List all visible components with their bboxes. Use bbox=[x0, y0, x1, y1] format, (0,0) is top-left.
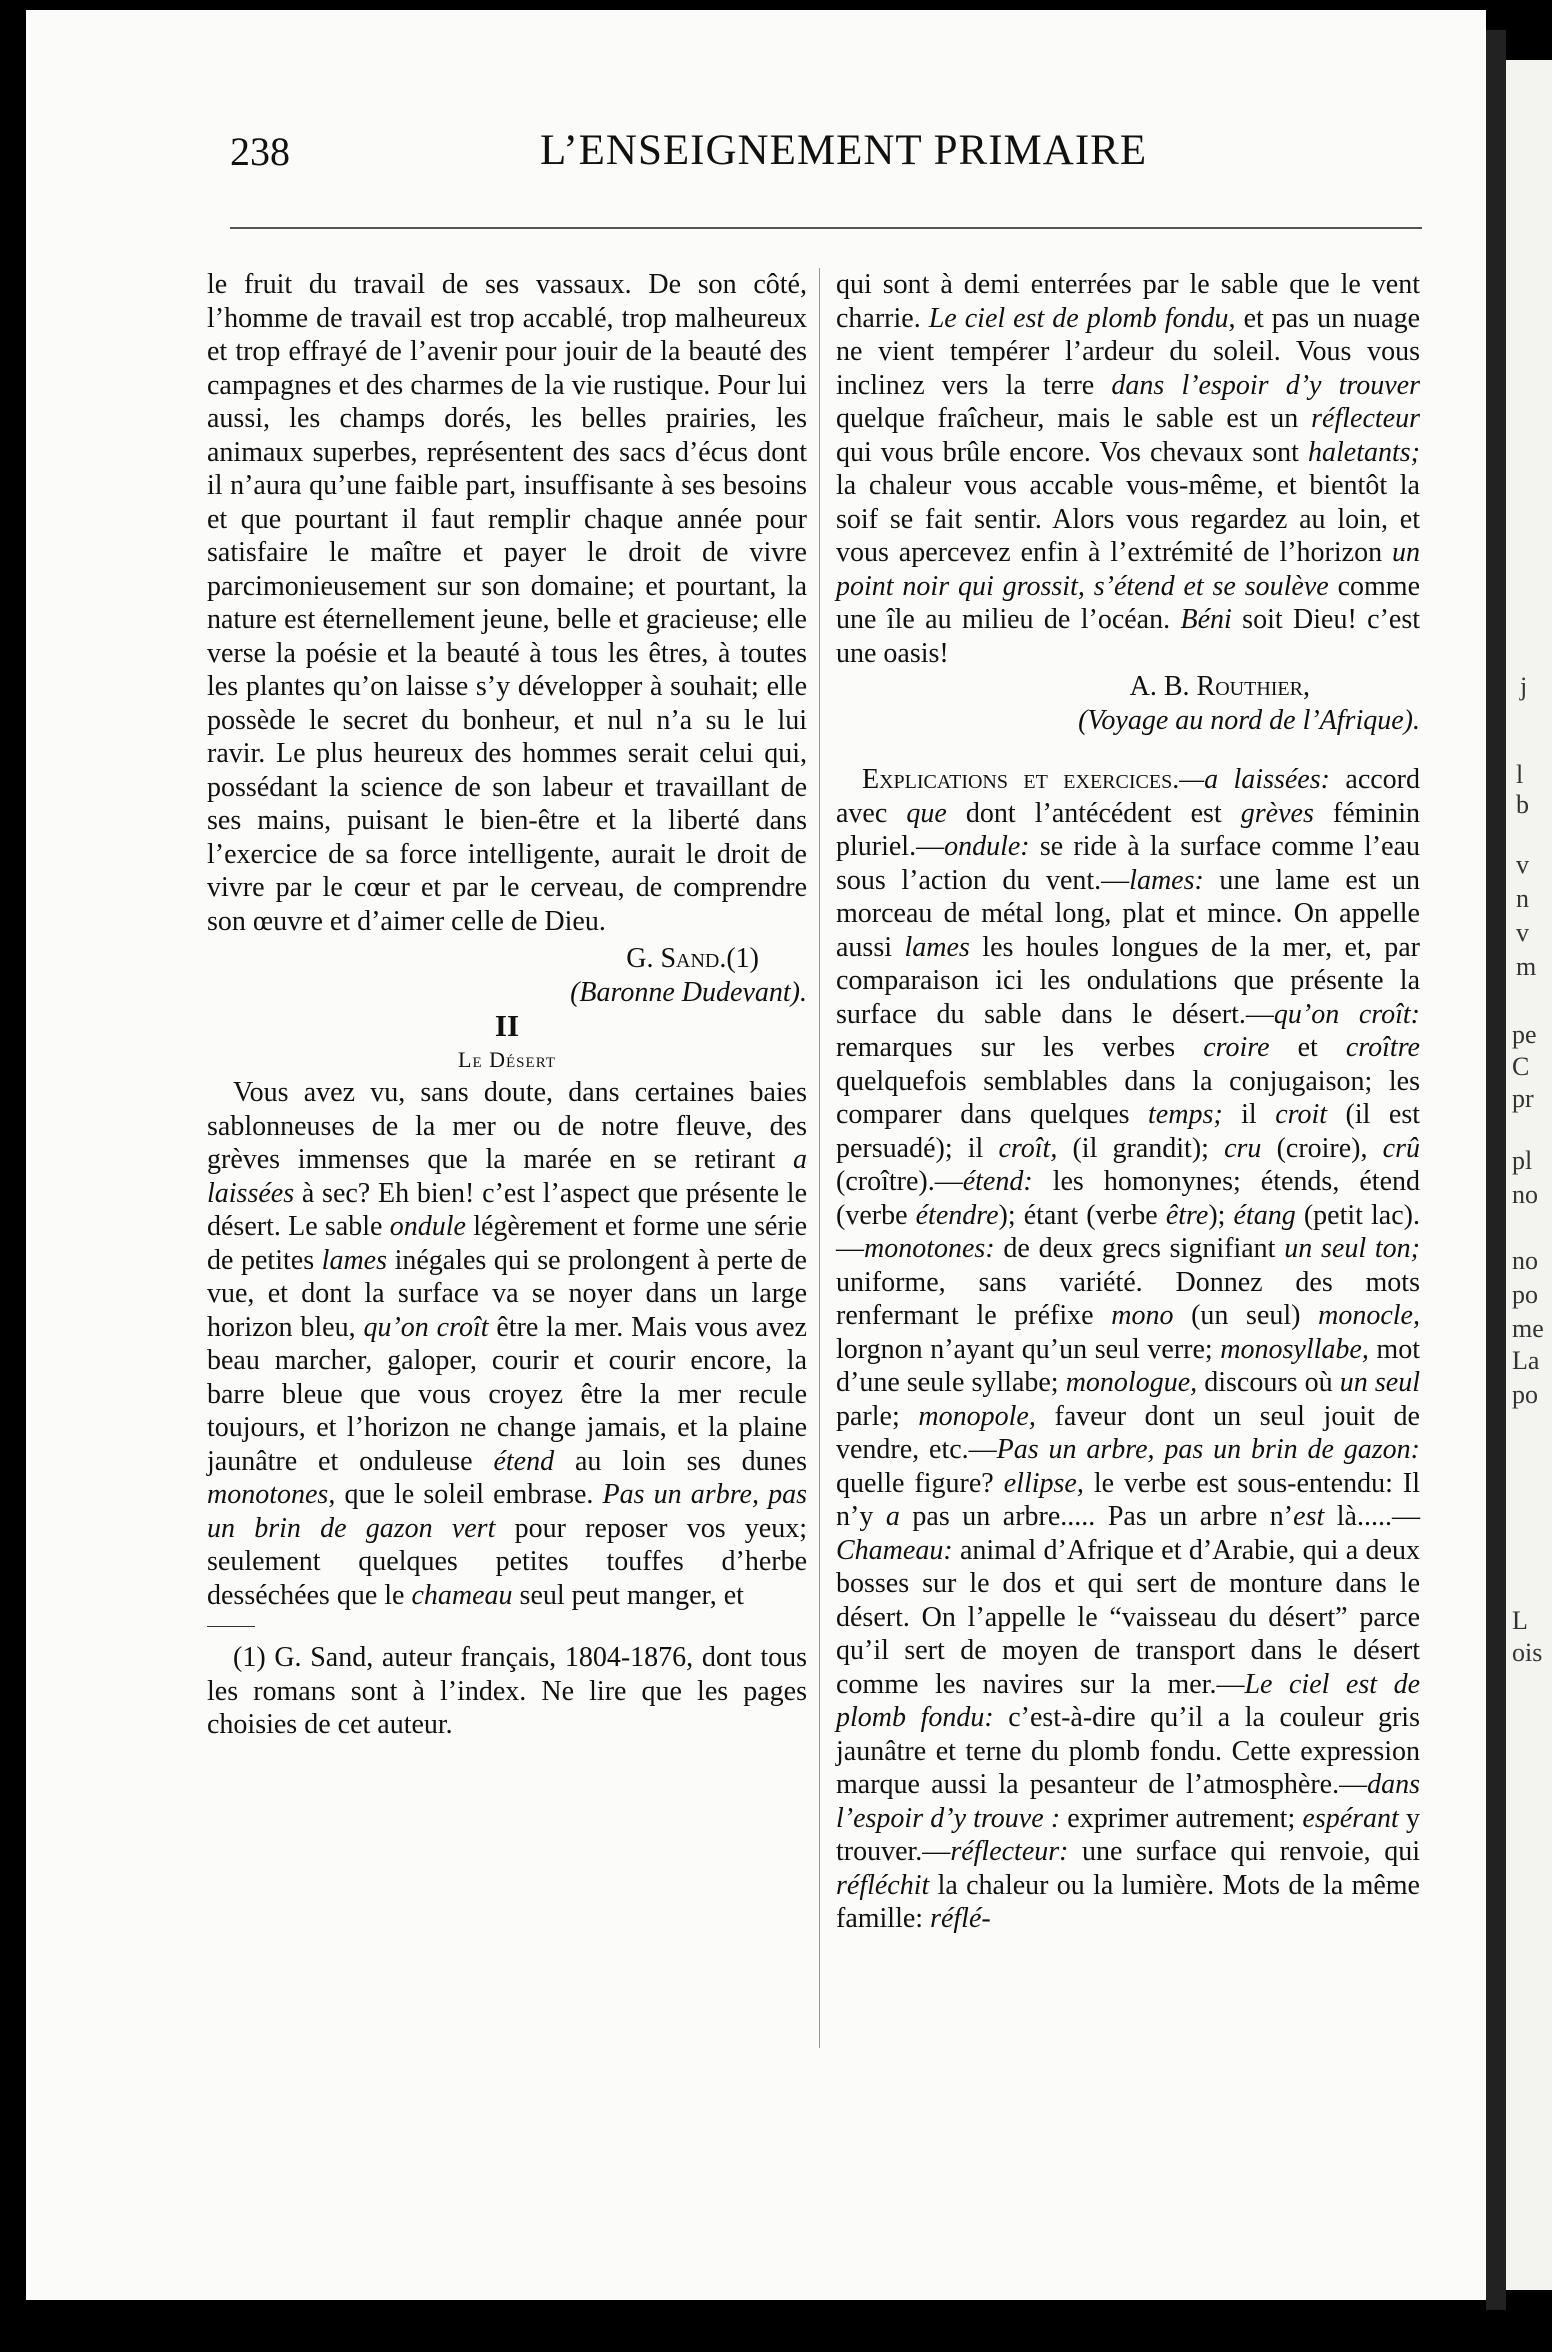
adjacent-page-edge bbox=[1506, 60, 1552, 2290]
source-citation bbox=[836, 704, 1420, 738]
text-run: (petit lac).— bbox=[836, 1199, 1420, 1264]
text-run: quelle figure? bbox=[836, 1467, 1004, 1499]
text-run: réflecteur: bbox=[950, 1836, 1069, 1867]
text-run: réflecteur bbox=[1311, 403, 1420, 434]
text-run: lames bbox=[904, 931, 970, 963]
text-run: discours où bbox=[1197, 1367, 1340, 1398]
text-run: qui vous brûle encore. Vos chevaux sont bbox=[836, 436, 1308, 468]
text-run: c’est-à-dire qu’il a la couleur gris jaunâtre et terne du plomb fondu. Cette expression marque aussi la pesanteur de l’atmosphère.— bbox=[836, 1702, 1420, 1800]
desert-paragraph-continued bbox=[836, 268, 1420, 670]
text-run: mono bbox=[1111, 1300, 1174, 1331]
text-run: se ride à la surface comme l’eau sous l’action du vent.— bbox=[836, 831, 1420, 896]
text-run: seul peut manger, et bbox=[512, 1579, 744, 1611]
desert-paragraph bbox=[207, 1076, 807, 1612]
fragment: pe bbox=[1512, 1020, 1537, 1049]
text-run: (il grandit); bbox=[1057, 1132, 1225, 1164]
text-run: Béni bbox=[1180, 604, 1232, 635]
text-run: lorgnon n’ayant qu’un seul verre; bbox=[836, 1333, 1221, 1365]
fragment: ois bbox=[1512, 1638, 1543, 1667]
sand-text-paragraph: le fruit du travail de ses vassaux. De son côté, l’homme de travail est trop accablé, trop malheureux et trop effrayé de l’avenir pour jouir de la beauté des campagnes et des charmes de la vie rustique. Pour lui aussi, les champs dorés, les belles prairies, les animaux superbes, représentent des sacs d’écus dont il n’aura qu’une faible part, insuffisante à ses besoins et que pourtant il faut remplir chaque année pour satisfaire le maître et payer le droit de vivre parcimonieusement sur son domaine; et pourtant, la nature est éternellement jeune, belle et gracieuse; elle verse la poésie et la beauté à tous les êtres, à toutes les plantes qu’on laisse s’y développer à souhait; elle possède le secret du bonheur, et nul n’a su le lui ravir. Le plus heureux des hommes serait celui qui, possédant la science de son labeur et travaillant de ses mains, puisant le bien-être et la liberté dans l’exercice de sa force intelligente, aurait le droit de vivre par le cœur et par le cerveau, de comprendre son œuvre et d’aimer celle de Dieu. bbox=[207, 269, 807, 937]
text-run: (1) bbox=[726, 943, 759, 974]
text-run: Chameau: bbox=[836, 1534, 953, 1566]
fragment: l bbox=[1516, 760, 1524, 789]
column-divider bbox=[819, 268, 820, 2048]
text-run: croître bbox=[1345, 1032, 1420, 1063]
text-run: dont l’antécédent est bbox=[946, 797, 1241, 829]
text-run: un seul bbox=[1339, 1367, 1421, 1398]
text-run: au loin ses dunes bbox=[554, 1445, 808, 1477]
text-run: de deux grecs signifiant bbox=[994, 1233, 1285, 1264]
text-run: une surface qui renvoie, qui bbox=[1068, 1836, 1420, 1867]
text-run: légèrement et forme une série de petites bbox=[207, 1211, 808, 1276]
fragment: no bbox=[1512, 1180, 1538, 1209]
text-run: féminin pluriel.— bbox=[836, 797, 1421, 862]
text-run: monosyllabe, bbox=[1220, 1333, 1369, 1365]
text-run: soit Dieu! c’est une oasis! bbox=[836, 604, 1421, 669]
text-run: et bbox=[1269, 1032, 1346, 1063]
text-run: —a laissées: bbox=[1179, 764, 1330, 795]
section-number: II bbox=[494, 1008, 520, 1043]
text-run: Explications et exercices. bbox=[862, 764, 1180, 795]
explanations-paragraph bbox=[836, 763, 1420, 1936]
text-run: pas un arbre..... Pas un arbre n’ bbox=[899, 1501, 1294, 1532]
author-signature bbox=[836, 670, 1420, 704]
text-run: étang bbox=[1233, 1199, 1296, 1231]
text-run: lames bbox=[321, 1244, 387, 1276]
text-run: les houles longues de la mer, et, par comparaison ici les ondulations que présente la surface du sable dans le désert.— bbox=[836, 931, 1420, 1030]
text-run: Pas un arbre, pas un brin de gazon: bbox=[996, 1434, 1420, 1465]
text-run: monopole, bbox=[918, 1400, 1036, 1432]
text-run: réfléchit bbox=[836, 1869, 930, 1901]
text-run: être la mer. Mais vous avez beau marcher, galoper, courir et courir encore, la barre bleue que vous croyez être la mer recule toujours, et l’horizon ne change jamais, et la plaine jaunâtre et onduleuse bbox=[207, 1311, 807, 1477]
text-run: à sec? Eh bien! c’est l’aspect que présente le désert. Le sable bbox=[207, 1177, 807, 1242]
text-run: remarques sur les verbes bbox=[836, 1032, 1204, 1063]
text-run: un seul ton; bbox=[1284, 1233, 1420, 1264]
text-run: un point noir qui grossit, s’étend et se soulève bbox=[836, 537, 1420, 602]
text-run: ellipse, bbox=[1003, 1467, 1084, 1499]
text-run: (un seul) bbox=[1173, 1300, 1319, 1331]
left-column bbox=[207, 268, 807, 1742]
text-run: Le ciel est de plomb fondu, bbox=[928, 302, 1236, 334]
text-run: crû bbox=[1382, 1132, 1420, 1164]
page-header bbox=[205, 128, 1420, 184]
text-run: monotones: bbox=[864, 1233, 995, 1264]
text-run: (Voyage au nord de l’Afrique). bbox=[1078, 704, 1420, 736]
text-run: quelquefois semblables dans la conjugaison; les comparer dans quelques bbox=[836, 1065, 1420, 1130]
text-run: pour reposer vos yeux; seulement quelques petites touffes d’herbe desséchées que le bbox=[207, 1512, 808, 1611]
text-run: ondule: bbox=[944, 831, 1030, 862]
fragment: L bbox=[1512, 1606, 1528, 1635]
text-run: mot d’une seule syllabe; bbox=[836, 1333, 1420, 1398]
text-run: la chaleur ou la lumière. Mots de la même famille: bbox=[836, 1869, 1420, 1934]
text-run: étendre bbox=[915, 1199, 999, 1231]
right-column bbox=[836, 268, 1420, 1936]
running-title: L’ENSEIGNEMENT PRIMAIRE bbox=[540, 127, 1148, 174]
text-run: a bbox=[885, 1501, 900, 1532]
text-run: (Baronne Dudevant). bbox=[570, 976, 807, 1008]
text-run: cru bbox=[1224, 1132, 1262, 1164]
text-run: parle; bbox=[836, 1400, 919, 1432]
text-run: croire bbox=[1203, 1032, 1270, 1063]
text-run: que le soleil embrase. bbox=[335, 1479, 603, 1510]
text-run: dans l’espoir d’y trouve : bbox=[836, 1769, 1420, 1834]
text-run: comme une île au milieu de l’océan. bbox=[836, 570, 1420, 635]
text-run: Pas un arbre, pas un brin de gazon vert bbox=[207, 1479, 807, 1544]
fragment: no bbox=[1512, 1246, 1538, 1275]
text-run: étend bbox=[493, 1445, 555, 1477]
fragment: po bbox=[1512, 1380, 1538, 1409]
text-run: ondule bbox=[389, 1211, 466, 1242]
text-run: ); étant (verbe bbox=[998, 1199, 1166, 1231]
fragment: v bbox=[1516, 918, 1529, 947]
text-run: inégales qui se prolongent à perte de vue, et dont la surface va se noyer dans un large horizon bleu, bbox=[207, 1244, 807, 1343]
author-signature bbox=[207, 942, 807, 976]
text-run: faveur dont un seul jouit de vendre, etc.— bbox=[836, 1400, 1420, 1465]
fragment: La bbox=[1512, 1346, 1540, 1375]
fragment: v bbox=[1516, 850, 1529, 879]
fragment: b bbox=[1516, 790, 1529, 819]
text-run: Le ciel est de plomb fondu: bbox=[836, 1668, 1420, 1733]
text-run: monocle, bbox=[1318, 1300, 1420, 1331]
header-rule bbox=[230, 227, 1422, 229]
text-run: uniforme, sans variété. Donnez des mots renfermant le préfixe bbox=[836, 1266, 1420, 1331]
text-run: monotones, bbox=[207, 1479, 336, 1510]
text-run: Vous avez vu, sans doute, dans certaines baies sablonneuses de la mer ou de notre fleuve, des grèves immenses que la marée en se retirant bbox=[207, 1077, 807, 1175]
fragment: m bbox=[1516, 952, 1537, 981]
text-run: quelque fraîcheur, mais le sable est un bbox=[836, 403, 1312, 434]
text-run: accord avec bbox=[836, 764, 1421, 829]
footnote-rule bbox=[207, 1626, 255, 1627]
text-run: lames: bbox=[1129, 864, 1204, 896]
text-run: que bbox=[906, 797, 947, 829]
text-run: animal d’Afrique et d’Arabie, qui a deux bosses sur le dos et qui sert de monture dans le désert. On l’appelle le “vaisseau du désert” parce qu’il sert de moyen de transport dans le désert comme les navires sur la mer.— bbox=[836, 1534, 1420, 1700]
text-run: exprimer autrement; bbox=[1060, 1802, 1303, 1834]
text-run: a laissées bbox=[207, 1144, 807, 1209]
fragment: po bbox=[1512, 1280, 1538, 1309]
text-run: et pas un nuage ne vient tempérer l’ardeur du soleil. Vous vous inclinez vers la terre bbox=[836, 302, 1420, 401]
text-run: espérant bbox=[1302, 1802, 1399, 1834]
text-run: il bbox=[1222, 1099, 1276, 1130]
fragment: pr bbox=[1512, 1084, 1534, 1113]
section-title: Le Désert bbox=[458, 1046, 556, 1072]
text-run: dans l’espoir d’y trouver bbox=[1111, 369, 1420, 401]
text-run: monologue, bbox=[1065, 1367, 1198, 1398]
text-run: chameau bbox=[411, 1579, 513, 1611]
text-run: A. B. Routhier, bbox=[1129, 671, 1310, 702]
text-run: qui sont à demi enterrées par le sable que le vent charrie. bbox=[836, 269, 1420, 334]
text-run: les homonynes; étends, étend (verbe bbox=[836, 1166, 1420, 1231]
author-alias bbox=[207, 976, 807, 1010]
fragment: pl bbox=[1512, 1146, 1533, 1175]
book-spine-shadow bbox=[1486, 30, 1506, 2310]
text-run: le verbe est sous-entendu: Il n’y bbox=[836, 1467, 1421, 1532]
text-run: qu’on croît: bbox=[1273, 998, 1420, 1030]
fragment: me bbox=[1512, 1314, 1544, 1343]
footnote: (1) G. Sand, auteur français, 1804-1876, dont tous les romans sont à l’index. Ne lire que les pages choisies de cet auteur. bbox=[207, 1642, 807, 1740]
text-run: là.....— bbox=[1324, 1501, 1420, 1532]
text-run: G. Sand. bbox=[626, 943, 727, 974]
fragment: C bbox=[1512, 1052, 1530, 1081]
text-run: réflé- bbox=[930, 1903, 991, 1934]
text-run: ); bbox=[1208, 1199, 1234, 1231]
text-run: croît, bbox=[998, 1132, 1058, 1164]
page-number: 238 bbox=[230, 129, 290, 174]
text-run: haletants; bbox=[1308, 436, 1420, 468]
text-run: (il est persuadé); il bbox=[836, 1099, 1420, 1164]
fragment: j bbox=[1520, 672, 1528, 701]
text-run: temps; bbox=[1148, 1099, 1223, 1130]
text-run: (croître).— bbox=[836, 1166, 963, 1197]
text-run: être bbox=[1165, 1199, 1209, 1231]
text-run: croit bbox=[1275, 1099, 1328, 1130]
text-run: y trouver.— bbox=[836, 1802, 1420, 1867]
text-run: une lame est un morceau de métal long, plat et mince. On appelle aussi bbox=[836, 864, 1420, 963]
text-run: grèves bbox=[1240, 797, 1314, 829]
fragment: n bbox=[1516, 884, 1529, 913]
text-run: est bbox=[1293, 1501, 1325, 1532]
text-run: (croire), bbox=[1261, 1132, 1383, 1164]
text-run: qu’on croît bbox=[363, 1311, 489, 1343]
text-run: la chaleur vous accable vous-même, et bientôt la soif se fait sentir. Alors vous regardez au loin, et vous apercevez enfin à l’extrémité de l’horizon bbox=[836, 470, 1420, 568]
text-run: étend: bbox=[962, 1166, 1033, 1197]
